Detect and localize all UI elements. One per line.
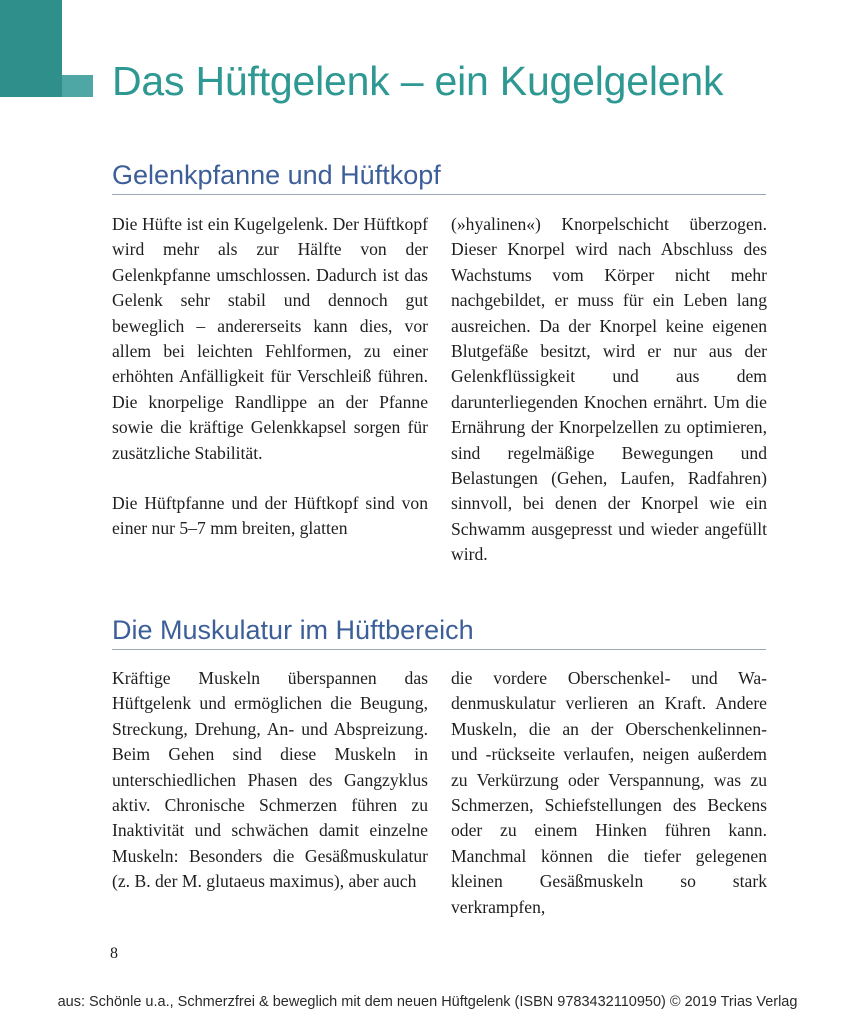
corner-accent-cutout [62,0,93,75]
section-1-left-column [112,212,428,542]
section-heading-gelenkpfanne: Gelenkpfanne und Hüftkopf [112,160,766,195]
corner-accent-block [0,0,62,97]
paragraph: (»hyalinen«) Knorpelschicht überzogen. Dieser Knorpel wird nach Abschluss des Wachstums vom Körper nicht mehr nachgebildet, er muss für ein Leben lang ausreichen. Da der Knorpel keine eigenen Blutgefäße besitzt, wird er nur aus der Gelenkflüssigkeit und aus dem darunterliegenden Knochen ernährt. Um die Ernährung der Knorpelzellen zu optimieren, sind regelmäßige Bewegungen und Belastungen (Gehen, Laufen, Radfahren) sinnvoll, bei denen der Knorpel wie ein Schwamm ausgepresst und wieder angefüllt wird. [451,214,767,565]
section-2-right-column [451,666,767,920]
page-title: Das Hüftgelenk – ein Kugelgelenk [112,58,724,104]
source-citation: aus: Schönle u.a., Schmerzfrei & beweglich mit dem neuen Hüftgelenk (ISBN 9783432110950) © 2019 Trias Verlag [57,994,798,1010]
page-number: 8 [110,945,118,962]
paragraph: Die Hüftpfanne und der Hüftkopf sind von einer nur 5–7 mm breiten, glatten [112,493,428,539]
paragraph: die vordere Oberschenkel- und Wadenmuskulatur verlieren an Kraft. Andere Muskeln, die an der Oberschenkelinnen- und -rückseite verlaufen, neigen außerdem zu Verkürzung oder Verspannung, was zu Schmerzen, Schiefstellungen des Beckens oder zu einem Hinken führen kann. Manchmal können die tiefer gelegenen kleinen Gesäßmuskeln so stark verkrampfen, [451,668,767,917]
paragraph: Die Hüfte ist ein Kugelgelenk. Der Hüftkopf wird mehr als zur Hälfte von der Gelenkpfanne umschlossen. Dadurch ist das Gelenk sehr stabil und dennoch gut beweglich – andererseits kann dies, vor allem bei leichten Fehlformen, zu einer erhöhten Anfälligkeit für Verschleiß führen. Die knorpelige Randlippe an der Pfanne sowie die kräftige Gelenkkapsel sorgen für zusätzliche Stabilität. [112,214,428,463]
section-1-right-column [451,212,767,568]
paragraph: Kräftige Muskeln überspannen das Hüftgelenk und ermöglichen die Beugung, Streckung, Drehung, An- und Abspreizung. Beim Gehen sind diese Muskeln in unterschiedlichen Phasen des Gangzyklus aktiv. Chronische Schmerzen führen zu Inaktivität und schwächen damit einzelne Muskeln: Besonders die Gesäßmuskulatur (z. B. der M. glutaeus maximus), aber auch [112,668,428,892]
section-2-left-column [112,666,428,895]
section-heading-muskulatur: Die Muskulatur im Hüftbereich [112,615,766,650]
